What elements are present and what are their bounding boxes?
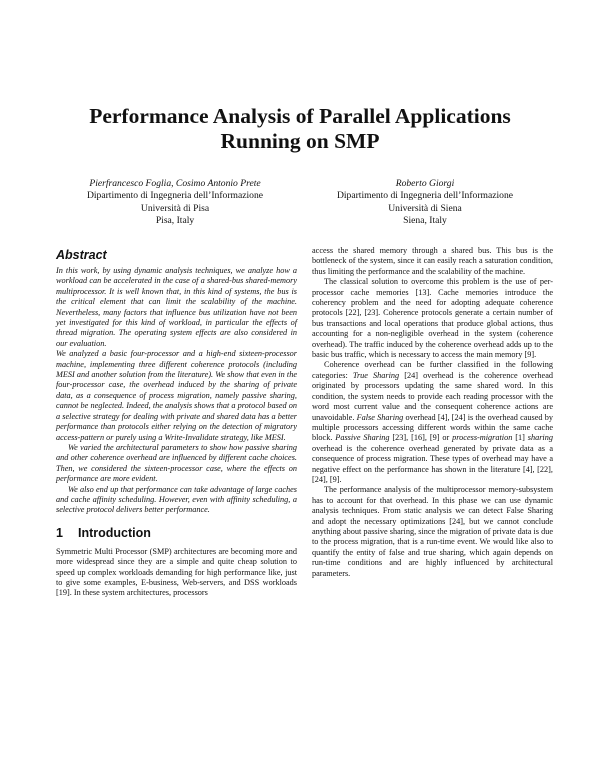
abstract-heading: Abstract <box>56 248 107 262</box>
title-line-1: Performance Analysis of Parallel Applications <box>89 104 511 128</box>
author-block-right <box>308 178 542 228</box>
body-paragraph-3 <box>312 360 553 485</box>
term-sharing: sharing <box>527 433 553 443</box>
title-line-2: Running on SMP <box>220 129 380 153</box>
paper-title <box>40 104 560 154</box>
term-process-migration: process-migration <box>452 433 513 443</box>
abstract-paragraph-2: We analyzed a basic four-processor and a high-end sixteen-processor machine, implementing three different coherence protocols (including MESI and another solution from the literature). We show that even in the four-processor case, the overhead induced by the sharing of private data, as a consequence of process migration, namely passive sharing, cannot be neglected. Indeed, the analysis shows that a protocol based on a selective strategy for dealing with private and shared data has a better performance than protocols either relying on the detection of migratory access-pattern or purely using a Write-Invalidate strategy, like MESI. <box>56 349 297 442</box>
abstract-paragraph-4: We also end up that performance can take advantage of large caches and cache affinity scheduling. However, even with affinity scheduling, a selective protocol delivers better performance. <box>56 484 297 515</box>
author-names-right: Roberto Giorgi <box>395 178 455 189</box>
author-univ-left: Università di Pisa <box>140 202 210 214</box>
body-paragraph-2: The classical solution to overcome this problem is the use of per-processor cache memories [13]. Cache memories introduce the coherency problem and the need for adopting adequate coherence protocols [22], [23]. Coherence protocols generate a certain number of bus transactions and local operations that produce global actions, thus accounting for a non-negligible overhead in the system (coherence overhead). The traffic induced by the coherence overhead adds up to the basic bus traffic, which is necessary to access the main memory [9]. <box>312 277 553 360</box>
p3-text-f: overhead is the coherence overhead generated by private data as a consequence of process migration. These types of overhead may have a negative effect on the performance has shown in the literature [4], [22], [24], [9]. <box>312 443 553 484</box>
author-block-left <box>58 178 292 228</box>
right-column <box>312 246 553 579</box>
body-paragraph-1: access the shared memory through a shared bus. This bus is the bottleneck of the system, since it can easily reach a saturation condition, thus limiting the performance and the scalability of the machine. <box>312 246 553 276</box>
abstract-section <box>56 248 297 516</box>
author-dept-left: Dipartimento di Ingegneria dell’Informazione <box>86 190 264 202</box>
p3-text-c: overhead [4], [24] is the overhead caused by multiple processors accessing different words within the same cache block. <box>312 412 553 443</box>
term-false-sharing: False Sharing <box>356 412 404 422</box>
author-city-right: Siena, Italy <box>403 215 447 227</box>
p3-text-a: Coherence overhead can be further classified in the following categories: <box>312 360 553 380</box>
abstract-paragraph-3: We varied the architectural parameters to show how passive sharing and other coherence overhead are influenced by different cache choices. Then, we considered the sixteen-processor case, where the effects on performance are more evident. <box>56 442 297 484</box>
term-passive-sharing: Passive Sharing <box>335 433 390 443</box>
body-paragraph-4: The performance analysis of the multiprocessor memory-subsystem has to account for that overhead. In this phase we can use dynamic analysis techniques. From static analysis we can detect False Sharing and adopt the necessary optimizations [24], but we cannot conclude anything about passive sharing, since the migration of private data is due to the process migration, that is a run-time event. We would like also to quantify the entity of false and true sharing, which again depends on run-time conditions and are highly influenced by architectural parameters. <box>312 485 553 578</box>
abstract-paragraph-1: In this work, by using dynamic analysis techniques, we analyze how a workload can be accelerated in the case of a shared-bus shared-memory multiprocessor. It is well known that, in this kind of systems, the bus is the critical element that can limit the scalability of the machine. Nevertheless, many factors that influence bus utilization have not been yet investigated for this kind of workload, in particular the effects of thread migration. The operating system effects are also considered in our evaluation. <box>56 266 297 348</box>
p3-text-d: [23], [16], [9] or <box>389 433 453 443</box>
author-names-left: Pierfrancesco Foglia, Cosimo Antonio Prete <box>89 178 261 189</box>
left-column <box>56 246 297 599</box>
intro-title: Introduction <box>78 525 151 540</box>
intro-heading <box>56 526 297 541</box>
p3-text-b: [24] overhead is the coherence overhead originated by processors updating the same shared word. In this condition, the system needs to provide each reading processor with the word most current value and the consequent coherence actions are unavoidable. <box>312 370 553 422</box>
author-univ-right: Università di Siena <box>388 202 462 214</box>
intro-paragraph-1: Symmetric Multi Processor (SMP) architectures are becoming more and more widespread since they are a simple and quite cheap solution to speed up complex workloads demanding for high performance like, just to give some examples, E-business, Web-servers, and DSS workloads [19]. In these system architectures, processors <box>56 546 297 598</box>
author-city-left: Pisa, Italy <box>155 215 195 227</box>
term-true-sharing: True Sharing <box>352 370 400 380</box>
intro-number: 1 <box>56 525 63 540</box>
p3-text-e: [1] <box>512 433 528 443</box>
author-dept-right: Dipartimento di Ingegneria dell’Informazione <box>336 190 514 202</box>
